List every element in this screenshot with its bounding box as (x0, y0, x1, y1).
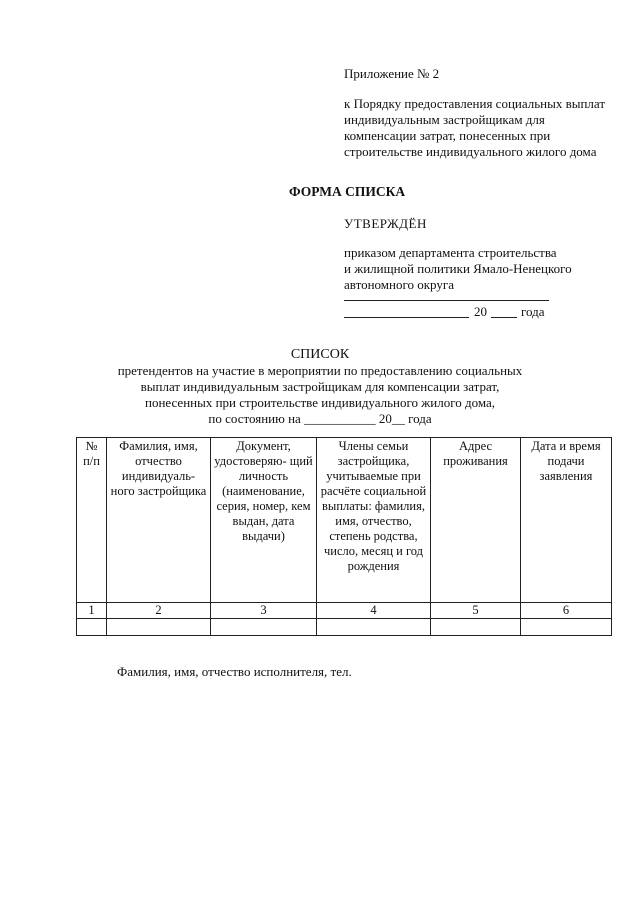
applicants-table (76, 437, 612, 636)
list-desc-line-4: по состоянию на ___________ 20__ года (208, 411, 432, 426)
approval-heading: УТВЕРЖДЁН (344, 216, 427, 231)
approval-line-1: приказом департамента строительства (344, 245, 557, 260)
list-description (90, 363, 550, 427)
empty-cell (211, 619, 317, 636)
col-number-2: 2 (107, 603, 211, 619)
approval-date-line (344, 317, 469, 318)
col-header-application-datetime: Дата и время подачи заявления (521, 438, 612, 603)
appendix-line-2: индивидуальным застройщикам для (344, 112, 545, 127)
approval-line-3: автономного округа (344, 277, 454, 292)
col-number-6: 6 (521, 603, 612, 619)
col-header-address: Адрес проживания (431, 438, 521, 603)
table-row (77, 619, 612, 636)
col-header-full-name: Фамилия, имя, отчество индивидуаль- ного застройщика (107, 438, 211, 603)
col-number-5: 5 (431, 603, 521, 619)
empty-cell (521, 619, 612, 636)
form-title: ФОРМА СПИСКА (289, 184, 406, 199)
approval-line-2: и жилищной политики Ямало-Ненецкого (344, 261, 572, 276)
list-desc-line-3: понесенных при строительстве индивидуального жилого дома, (145, 395, 495, 410)
approval-signature-line (344, 300, 549, 301)
col-header-number: № п/п (77, 438, 107, 603)
appendix-line-1: к Порядку предоставления социальных выплат (344, 96, 606, 111)
appendix-number: Приложение № 2 (344, 66, 440, 81)
col-number-1: 1 (77, 603, 107, 619)
approval-date-year: 20 (474, 304, 487, 319)
empty-cell (431, 619, 521, 636)
empty-cell (77, 619, 107, 636)
appendix-line-3: компенсации затрат, понесенных при (344, 128, 551, 143)
list-title: СПИСОК (290, 347, 350, 362)
empty-cell (107, 619, 211, 636)
empty-cell (317, 619, 431, 636)
executor-line: Фамилия, имя, отчество исполнителя, тел. (117, 664, 352, 679)
list-desc-line-2: выплат индивидуальным застройщикам для компенсации затрат, (140, 379, 500, 394)
table-row (77, 603, 612, 619)
col-header-identity-document: Документ, удостоверяю- щий личность (наименование, серия, номер, кем выдан, дата выдачи) (211, 438, 317, 603)
approval-date-suffix: года (521, 304, 545, 319)
col-number-3: 3 (211, 603, 317, 619)
table-header-row (77, 438, 612, 603)
col-number-4: 4 (317, 603, 431, 619)
appendix-line-4: строительстве индивидуального жилого дома (344, 144, 597, 159)
approval-year-line (491, 317, 517, 318)
list-desc-line-1: претендентов на участие в мероприятии по предоставлению социальных (117, 363, 523, 378)
col-header-family-members: Члены семьи застройщика, учитываемые при расчёте социальной выплаты: фамилия, имя, отчество, степень родства, число, месяц и год рождения (317, 438, 431, 603)
